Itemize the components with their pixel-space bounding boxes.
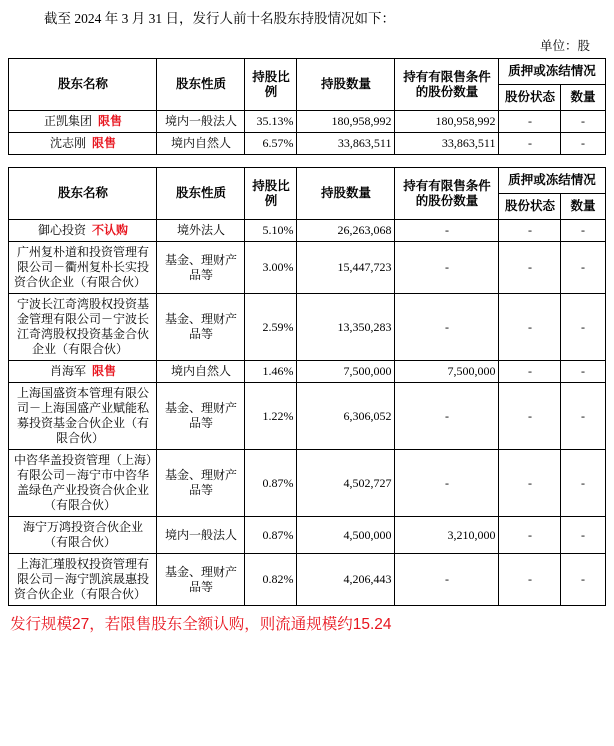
cell-nature: 基金、理财产品等 [157,450,245,517]
header-pledge-status: 股份状态 [499,85,561,111]
cell-ratio: 5.10% [245,220,297,242]
cell-pledge-qty: - [561,220,605,242]
shareholder-name-text: 海宁万鸿投资合伙企业（有限合伙） [22,520,143,549]
cell-pledge-qty: - [561,450,605,517]
cell-ratio: 2.59% [245,294,297,361]
cell-pledge-status: - [499,133,561,155]
cell-shareholder-name [9,517,157,554]
cell-pledge-qty: - [561,294,605,361]
annotation-footnote: 发行规模27，若限售股东全额认购，则流通规模约15.24 [10,616,392,633]
cell-pledge-qty: - [561,133,605,155]
cell-limited: 7,500,000 [395,361,499,383]
cell-limited: - [395,383,499,450]
header-nature: 股东性质 [157,59,245,111]
cell-qty: 4,502,727 [297,450,395,517]
header-pledge-qty: 数量 [561,194,605,220]
cell-qty: 6,306,052 [297,383,395,450]
table-row [9,361,605,383]
header-ratio: 持股比例 [245,168,297,220]
cell-pledge-qty: - [561,111,605,133]
cell-qty: 26,263,068 [297,220,395,242]
cell-pledge-status: - [499,383,561,450]
cell-qty: 13,350,283 [297,294,395,361]
cell-ratio: 0.87% [245,450,297,517]
restriction-tag: 不认购 [91,223,128,237]
cell-limited: 3,210,000 [395,517,499,554]
cell-shareholder-name [9,361,157,383]
cell-ratio: 1.22% [245,383,297,450]
shareholder-name-text: 肖海军 [49,364,86,378]
shareholder-name-text: 广州复朴道和投资管理有限公司－衢州复朴长实投资合伙企业（有限合伙） [13,245,149,289]
unit-label: 单位：股 [539,39,590,53]
cell-nature: 境内一般法人 [157,111,245,133]
table-row [9,517,605,554]
header-ratio: 持股比例 [245,59,297,111]
cell-nature: 境内自然人 [157,133,245,155]
shareholder-name-text: 上海汇瑾股权投资管理有限公司－海宁凯滨晟惠投资合伙企业（有限合伙） [13,557,149,601]
table-row [9,450,605,517]
shareholder-name-text: 御心投资 [37,223,86,237]
cell-shareholder-name [9,383,157,450]
cell-ratio: 0.87% [245,517,297,554]
cell-nature: 境内一般法人 [157,517,245,554]
table-row [9,133,605,155]
header-pledge-status: 股份状态 [499,194,561,220]
shareholder-name-text: 宁波长江奇湾股权投资基金管理有限公司－宁波长江奇湾股权投资基金合伙企业（有限合伙） [16,297,149,356]
table-header-row [9,59,605,85]
cell-pledge-status: - [499,111,561,133]
intro-paragraph: 截至 2024 年 3 月 31 日，发行人前十名股东持股情况如下： [44,11,395,26]
cell-pledge-qty: - [561,383,605,450]
table-header-row [9,168,605,194]
cell-shareholder-name [9,111,157,133]
cell-pledge-status: - [499,450,561,517]
cell-qty: 4,500,000 [297,517,395,554]
shareholder-name-text: 沈志刚 [49,136,86,150]
cell-nature: 基金、理财产品等 [157,242,245,294]
header-name: 股东名称 [9,59,157,111]
shareholders-table-bottom [8,167,605,606]
cell-pledge-status: - [499,242,561,294]
header-name: 股东名称 [9,168,157,220]
cell-qty: 15,447,723 [297,242,395,294]
cell-limited: - [395,220,499,242]
cell-ratio: 6.57% [245,133,297,155]
table-row [9,554,605,606]
cell-ratio: 35.13% [245,111,297,133]
header-pledge-group: 质押或冻结情况 [499,168,605,194]
cell-ratio: 1.46% [245,361,297,383]
cell-nature: 基金、理财产品等 [157,383,245,450]
header-pledge-group: 质押或冻结情况 [499,59,605,85]
cell-qty: 7,500,000 [297,361,395,383]
cell-shareholder-name [9,294,157,361]
cell-nature: 基金、理财产品等 [157,554,245,606]
cell-qty: 180,958,992 [297,111,395,133]
cell-pledge-status: - [499,294,561,361]
cell-limited: - [395,242,499,294]
cell-shareholder-name [9,133,157,155]
cell-pledge-status: - [499,554,561,606]
header-nature: 股东性质 [157,168,245,220]
table-gap [8,155,606,167]
cell-nature: 境内自然人 [157,361,245,383]
header-pledge-qty: 数量 [561,85,605,111]
cell-shareholder-name [9,554,157,606]
cell-shareholder-name [9,242,157,294]
restriction-tag: 限售 [91,136,116,150]
shareholder-name-text: 中咨华盖投资管理（上海）有限公司－海宁市中咨华盖绿色产业投资合伙企业（有限合伙） [13,453,152,512]
cell-qty: 33,863,511 [297,133,395,155]
shareholder-name-text: 上海国盛资本管理有限公司－上海国盛产业赋能私募投资基金合伙企业（有限合伙） [16,386,149,445]
cell-shareholder-name [9,220,157,242]
cell-limited: 180,958,992 [395,111,499,133]
table-row [9,294,605,361]
cell-pledge-qty: - [561,517,605,554]
restriction-tag: 限售 [91,364,116,378]
cell-pledge-status: - [499,517,561,554]
header-limited: 持有有限售条件的股份数量 [395,59,499,111]
cell-limited: - [395,450,499,517]
table-row [9,220,605,242]
cell-pledge-status: - [499,361,561,383]
cell-pledge-status: - [499,220,561,242]
restriction-tag: 限售 [97,114,122,128]
cell-nature: 境外法人 [157,220,245,242]
cell-limited: - [395,294,499,361]
header-qty: 持股数量 [297,59,395,111]
cell-ratio: 0.82% [245,554,297,606]
cell-limited: - [395,554,499,606]
header-limited: 持有有限售条件的股份数量 [395,168,499,220]
table-row [9,242,605,294]
cell-ratio: 3.00% [245,242,297,294]
shareholder-name-text: 正凯集团 [43,114,92,128]
cell-pledge-qty: - [561,361,605,383]
shareholders-table-top [8,58,605,155]
cell-shareholder-name [9,450,157,517]
cell-pledge-qty: - [561,242,605,294]
cell-qty: 4,206,443 [297,554,395,606]
table-row [9,383,605,450]
cell-limited: 33,863,511 [395,133,499,155]
table-row [9,111,605,133]
cell-pledge-qty: - [561,554,605,606]
cell-nature: 基金、理财产品等 [157,294,245,361]
header-qty: 持股数量 [297,168,395,220]
